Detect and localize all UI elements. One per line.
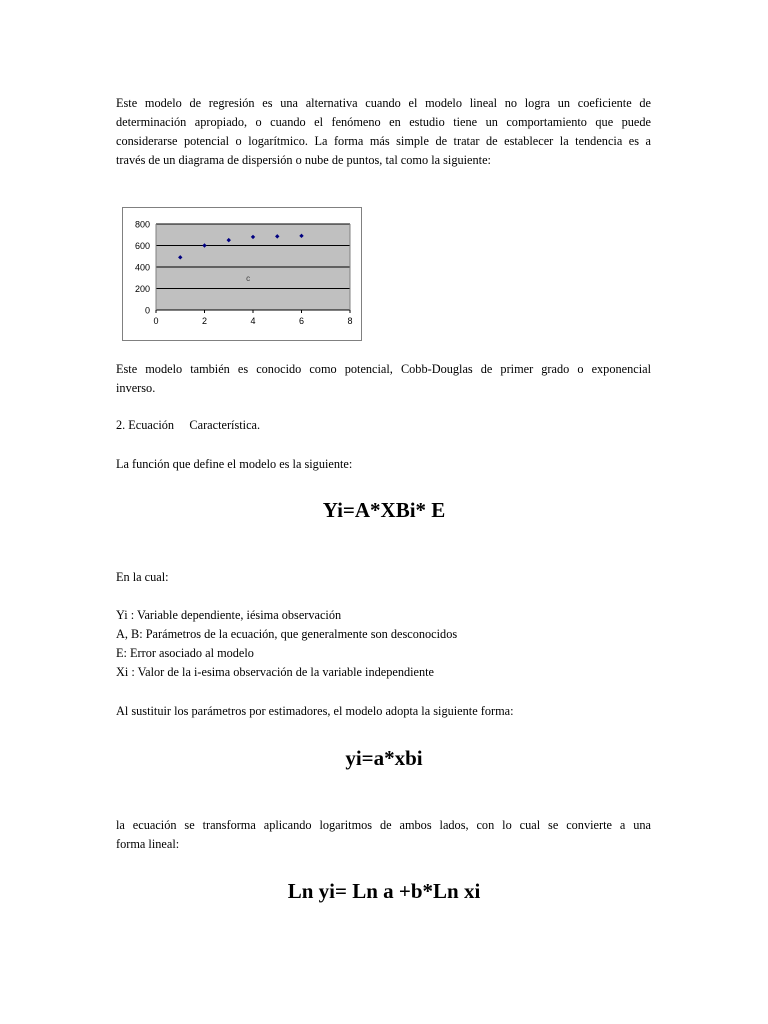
x-tick-label-0: 0 bbox=[153, 316, 159, 326]
paragraph-intro-line-4: través de un diagrama de dispersión o nube de puntos, tal como la siguiente: bbox=[116, 153, 491, 167]
definition-e: E: Error asociado al modelo bbox=[116, 646, 254, 660]
definition-xi: Xi : Valor de la i-esima observación de la variable independiente bbox=[116, 665, 435, 679]
y-tick-label-0: 0 bbox=[144, 305, 150, 316]
formula-linear: Ln yi= Ln a +b*Ln xi bbox=[287, 879, 481, 903]
scatter-chart bbox=[122, 207, 362, 341]
paragraph-also-known bbox=[116, 360, 651, 398]
y-tick-label-600: 600 bbox=[134, 241, 150, 251]
paragraph-intro-line-1: Este modelo de regresión es una alternativa cuando el modelo lineal no logra un coeficiente de bbox=[116, 96, 651, 110]
paragraph-log-transform-line-2: forma lineal: bbox=[116, 837, 180, 851]
definition-a-b: A, B: Parámetros de la ecuación, que generalmente son desconocidos bbox=[116, 627, 458, 641]
paragraph-log-transform-line-1: la ecuación se transforma aplicando logaritmos de ambos lados, con lo cual se convierte a una bbox=[116, 818, 651, 832]
x-tick-label-4: 4 bbox=[250, 316, 256, 326]
paragraph-intro-line-3: considerarse potencial o logarítmico. La forma más simple de tratar de establecer la tendencia es a bbox=[116, 134, 651, 148]
section-heading: 2. Ecuación Característica. bbox=[116, 418, 261, 432]
paragraph-intro bbox=[116, 94, 651, 170]
substitution-text: Al sustituir los parámetros por estimadores, el modelo adopta la siguiente forma: bbox=[116, 704, 514, 718]
chart-annotation: c bbox=[246, 273, 251, 283]
x-tick-label-2: 2 bbox=[201, 316, 208, 326]
formula-estimated: yi=a*xbi bbox=[345, 746, 423, 770]
paragraph-intro-line-2: determinación apropiado, o cuando el fenómeno en estudio tiene un comportamiento que puede bbox=[116, 115, 651, 129]
x-tick-label-6: 6 bbox=[298, 316, 305, 326]
paragraph-also-known-line-2: inverso. bbox=[116, 381, 156, 395]
y-tick-label-800: 800 bbox=[134, 219, 150, 230]
paragraph-log-transform bbox=[116, 816, 651, 854]
function-intro-text: La función que define el modelo es la siguiente: bbox=[116, 457, 353, 471]
paragraph-also-known-line-1: Este modelo también es conocido como potencial, Cobb-Douglas de primer grado o exponencial bbox=[116, 362, 651, 376]
x-tick-label-8: 8 bbox=[347, 316, 353, 326]
y-tick-label-400: 400 bbox=[134, 262, 150, 273]
definition-yi: Yi : Variable dependiente, iésima observación bbox=[116, 608, 342, 622]
en-la-cual-text: En la cual: bbox=[116, 570, 169, 584]
y-tick-label-200: 200 bbox=[134, 284, 150, 294]
scatter-chart-svg bbox=[122, 207, 362, 341]
formula-model: Yi=A*XBi* E bbox=[322, 498, 446, 522]
